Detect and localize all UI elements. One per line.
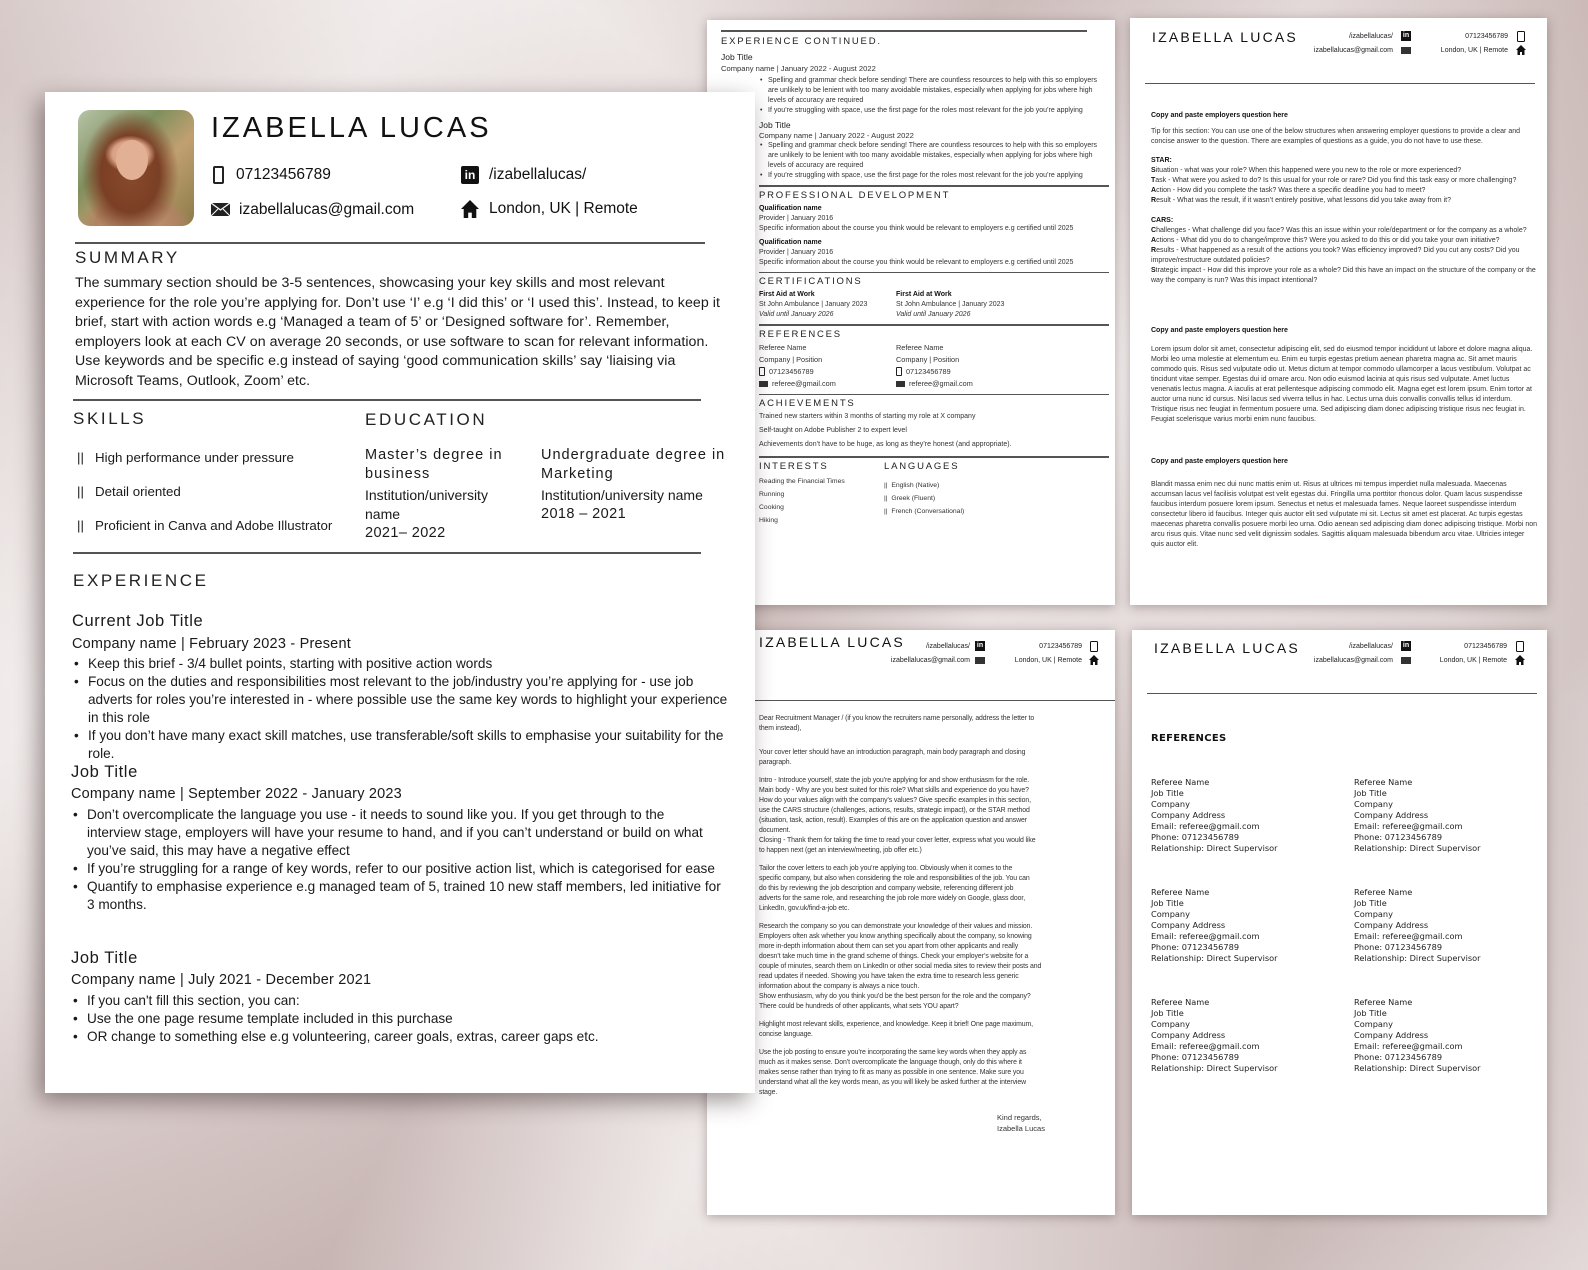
referee-line: Phone: 07123456789 — [1151, 942, 1240, 952]
language-item: Greek (Fluent) — [891, 494, 936, 502]
question-heading: Copy and paste employers question here — [1151, 112, 1288, 119]
cover-line: adverts for the same role, and researching the job role more widely on Google, glass door, — [759, 895, 1026, 902]
references-page — [1132, 630, 1547, 1215]
referee-line: Referee Name — [1151, 887, 1210, 897]
referee-line: Email: referee@gmail.com — [1354, 1041, 1463, 1051]
star-item — [1151, 176, 1537, 186]
home-icon — [461, 200, 479, 218]
answer-text: Blandit massa enim nec dui nunc mattis enim ut. Risus at ultrices mi tempus imperdiet nulla malesuada. Maecenas accumsan lacus vel facilisis volutpat est velit egestas dui. Fringilla urna porttitor rhoncus dolor. Quam lacus suspendisse faucibus interdum posuere lorem ipsum. Senectus et netus et malesuada fames. Neque laoreet suspendisse interdum consectetur libero id faucibus. Integer quis auctor elit sed vulputate mi sit. Lectus sit amet est placerat. Ac turpis egestas maecenas pharetra convallis posuere morbi leo urna. Odio aenean sed adipiscing diam donec adipiscing tristique. Morbi non arcu risus quis. Vitae nunc sed velit dignissim sodales. Sagittis aliquam malesuada bibendum arcu vitae. Ultricies integer quis auctor elit. — [1151, 481, 1538, 548]
cover-line: Show enthusiasm, why do you think you’d be the best person for the role and the company? — [759, 993, 1031, 1000]
referee-line: Company — [1151, 799, 1190, 809]
envelope-icon — [759, 381, 768, 387]
cover-line: them instead), — [759, 725, 802, 732]
header-name: IZABELLA LUCAS — [1154, 640, 1300, 656]
profile-photo — [78, 110, 194, 226]
cars-item — [1151, 266, 1537, 286]
referee-line: Relationship: Direct Supervisor — [1151, 953, 1278, 963]
bullet: • Spelling and grammar check before sending! There are countless resources to help with this so employers are unlikely to be lenient with too many avoidable mistakes, especially when applying for jobs where high levels of accuracy are required — [759, 141, 1109, 171]
cover-line: Tailor the cover letters to each job you’re applying too. Obviously when it comes to the — [759, 865, 1013, 872]
star-letter: S — [1151, 167, 1156, 174]
interest-item: Running — [759, 490, 785, 498]
cover-paragraph — [759, 714, 1111, 734]
divider — [75, 242, 705, 244]
referee-line: Company — [1151, 1019, 1190, 1029]
job-company: Company name | January 2022 - August 2022 — [721, 64, 876, 73]
skill-marker: || — [77, 484, 84, 499]
divider — [759, 272, 1109, 274]
job-bullets — [759, 141, 1109, 181]
home-icon — [1515, 655, 1525, 665]
cover-paragraph — [759, 922, 1111, 1012]
education-institution: Institution/university name — [541, 487, 703, 503]
referee-line: Email: referee@gmail.com — [1354, 931, 1463, 941]
cover-line: couple of minutes, search them on LinkedIn or other social media sites to review their posts and — [759, 963, 1042, 970]
phone-icon — [1090, 641, 1098, 652]
tip-text: Tip for this section: You can use one of the below structures when answering employer questions to provide a clear and concise answer to the question. There are examples of questions as a guide, you do not have to use these. — [1151, 128, 1521, 145]
section-heading-summary: SUMMARY — [75, 248, 180, 267]
cars-letter: R — [1151, 247, 1157, 254]
phone-icon — [896, 367, 902, 376]
referee-line: Company — [1354, 909, 1393, 919]
referee-name: Referee Name — [759, 342, 807, 352]
linkedin-icon: in — [1402, 32, 1410, 39]
summary-text: The summary section should be 3-5 sentences, showcasing your key skills and most relevant experience for the role you’re applying for. Don’t use ‘I’ e.g ‘I did this’ or ‘I used this’. Instead, to keep it brief, start with action words e.g ‘Managed a team of 5’ or ‘Designed software for’. Remember, employers look at each CV on average 20 seconds, or use software to scan for relevant information. Use keywords and be specific e.g instead of saying ‘good communication skills’ say ‘liaising via Microsoft Teams, Outlook, Zoom’ etc. — [75, 275, 720, 389]
cover-line: Closing - Thank them for taking the time to read your cover letter, express what you would like — [759, 837, 1036, 844]
education-institution: Institution/university name — [365, 487, 488, 522]
referee-line: Job Title — [1354, 898, 1387, 908]
referee-line: Company Address — [1354, 810, 1429, 820]
linkedin-icon: in — [1402, 642, 1410, 649]
job-bullets — [71, 806, 721, 914]
phone-icon — [1517, 31, 1525, 42]
bullet: • OR change to something else e.g volunteering, career goals, extras, career gaps etc. — [71, 1028, 721, 1046]
skill-item — [77, 475, 332, 509]
divider — [1147, 693, 1537, 694]
cover-line: do this by reviewing the job description and company website, referencing different job — [759, 885, 1014, 892]
education-years: 2021– 2022 — [365, 525, 446, 541]
referee-line: Company Address — [1151, 920, 1226, 930]
divider — [759, 185, 1109, 187]
job-entry — [71, 949, 721, 1046]
application-questions-page — [1130, 18, 1547, 605]
cover-line: Main body - Why are you best suited for this role? What skills and experience do you have? — [759, 787, 1029, 794]
referee-line: Phone: 07123456789 — [1354, 942, 1443, 952]
referee-line: Relationship: Direct Supervisor — [1354, 1063, 1481, 1073]
home-icon — [1516, 45, 1526, 55]
cover-line: understand what all the key words mean, as you will likely be asked further at the interview — [759, 1079, 1026, 1086]
cover-paragraph — [759, 776, 1111, 856]
skill-marker: || — [77, 450, 84, 465]
section-heading-achievements: ACHIEVEMENTS — [759, 398, 856, 409]
contact-phone: 07123456789 — [236, 166, 331, 184]
cover-line: Dear Recruitment Manager / (if you know the recruiters name personally, address the letter to — [759, 715, 1035, 722]
resume-name: IZABELLA LUCAS — [211, 112, 492, 144]
cover-line: Highlight most relevant skills, experience, and knowledge. Keep it brief! One page maximum, — [759, 1021, 1033, 1028]
resume-page-2 — [707, 20, 1115, 605]
job-title: Job Title — [71, 949, 138, 967]
job-title: Job Title — [71, 763, 138, 781]
language-marker: || — [884, 481, 888, 489]
referee-line: Company Address — [1354, 920, 1429, 930]
divider — [721, 30, 1087, 32]
bullet: • Use the one page resume template included in this purchase — [71, 1010, 721, 1028]
qualification-provider: Provider | January 2016 — [759, 214, 834, 222]
divider — [759, 324, 1109, 326]
qualification-name: Qualification name — [759, 238, 822, 246]
star-text: ask - What were you asked to do? Is this usual for your role or rare? Did you find this task easy or more challenging? — [1155, 177, 1517, 184]
referee-line: Referee Name — [1354, 777, 1413, 787]
cars-letter: S — [1151, 267, 1156, 274]
job-company: Company name | January 2022 - August 2022 — [759, 131, 914, 140]
job-bullets — [759, 76, 1109, 116]
bullet: • If you’re struggling with space, use the first page for the roles most relevant for the job you’re applying — [759, 106, 1109, 116]
cert-provider: St John Ambulance | January 2023 — [759, 301, 868, 308]
referee-line: Phone: 07123456789 — [1354, 1052, 1443, 1062]
bullet: • Keep this brief - 3/4 bullet points, starting with positive action words — [72, 655, 737, 673]
language-marker: || — [884, 494, 888, 502]
referee-line: Job Title — [1354, 788, 1387, 798]
education-degree: Undergraduate degree in Marketing — [541, 447, 726, 482]
header-email: izabellalucas@gmail.com — [890, 657, 970, 664]
star-letter: T — [1151, 177, 1156, 184]
header-location: London, UK | Remote — [1439, 657, 1507, 664]
cars-letter: C — [1151, 227, 1157, 234]
cover-line: Intro - Introduce yourself, state the job you’re applying for and show enthusiasm for the role. — [759, 777, 1030, 784]
divider — [759, 456, 1109, 458]
cover-paragraph — [759, 864, 1111, 914]
section-heading-certifications: CERTIFICATIONS — [759, 276, 863, 287]
cover-line: LinkedIn, gov.uk/find-a-job etc. — [759, 905, 850, 912]
job-title: Job Title — [759, 120, 791, 130]
cover-line: use the CARS structure (challenges, actions, results, strategic impact), or the STAR method — [759, 807, 1030, 814]
cover-signature: Izabella Lucas — [997, 1124, 1045, 1133]
linkedin-icon: in — [976, 642, 984, 649]
phone-icon — [1516, 641, 1524, 652]
skill-item — [77, 509, 332, 543]
envelope-icon — [211, 203, 230, 216]
referee-line: Company — [1151, 909, 1190, 919]
cars-item — [1151, 246, 1537, 266]
cars-text: trategic impact - How did this improve your role as a whole? Did this have an impact on the structure of the company or the way the company is run? Was this impact intentional? — [1151, 267, 1536, 284]
referee-line: Phone: 07123456789 — [1151, 1052, 1240, 1062]
job-company: Company name | September 2022 - January 2023 — [71, 786, 402, 802]
referee-line: Job Title — [1151, 898, 1184, 908]
divider — [1145, 83, 1535, 84]
cover-line: Research the company so you can demonstrate your knowledge of their values and mission. — [759, 923, 1033, 930]
section-heading-skills: SKILLS — [73, 409, 147, 428]
header-name: IZABELLA LUCAS — [1152, 29, 1298, 45]
section-heading-experience-continued: EXPERIENCE CONTINUED. — [721, 36, 882, 47]
bullet: • Don’t overcomplicate the language you use - it needs to sound like you. If you get through to the interview stage, employers will have your resume to hand, and if you can’t understand or build on what you’ve said, this may have a negative effect — [71, 806, 721, 860]
referee-block — [1354, 887, 1481, 964]
section-heading-interests: INTERESTS — [759, 460, 829, 472]
referee-phone: 07123456789 — [906, 366, 951, 376]
star-item — [1151, 196, 1537, 206]
cert-name: First Aid at Work — [896, 291, 952, 298]
referee-block — [1151, 777, 1278, 854]
referee-line: Relationship: Direct Supervisor — [1151, 1063, 1278, 1073]
header-location: London, UK | Remote — [1014, 657, 1082, 664]
bullet: • If you can't fill this section, you can: — [71, 992, 721, 1010]
cover-line: Your cover letter should have an introduction paragraph, main body paragraph and closing — [759, 749, 1026, 756]
cert-valid: Valid until January 2026 — [759, 311, 834, 318]
cover-line: paragraph. — [759, 759, 792, 766]
divider — [73, 399, 701, 401]
cover-line: How do your values align with the company’s values? Give specific examples in this section, — [759, 797, 1031, 804]
header-linkedin: /izabellalucas/ — [1349, 643, 1393, 650]
header-location: London, UK | Remote — [1440, 47, 1508, 54]
cover-line: document. — [759, 827, 791, 834]
cover-paragraph — [759, 1020, 1111, 1040]
qualification-provider: Provider | January 2016 — [759, 248, 834, 256]
cars-heading: CARS: — [1151, 217, 1174, 224]
referee-name: Referee Name — [896, 342, 944, 352]
star-text: ction - How did you complete the task? Was there a specific deadline you had to meet? — [1156, 187, 1426, 194]
cover-line: (situation, task, action, result). Examples of this are on the application question and answer — [759, 817, 1027, 824]
linkedin-icon: in — [461, 166, 479, 184]
section-heading-experience: EXPERIENCE — [73, 571, 209, 590]
cover-line: much as it makes sense. Don’t overcomplicate the language though, only do this where it — [759, 1059, 1022, 1066]
referee-block — [1354, 777, 1481, 854]
header-linkedin: /izabellalucas/ — [926, 643, 970, 650]
header-phone: 07123456789 — [1465, 33, 1508, 40]
referee-line: Relationship: Direct Supervisor — [1354, 953, 1481, 963]
referee-line: Relationship: Direct Supervisor — [1151, 843, 1278, 853]
cover-paragraph — [759, 1048, 1111, 1098]
cars-item — [1151, 236, 1537, 246]
referee-line: Job Title — [1354, 1008, 1387, 1018]
cover-line: to happen next (get an interview/meeting, job offer etc.) — [759, 847, 922, 854]
home-icon — [1089, 655, 1099, 665]
job-title: Current Job Title — [72, 612, 204, 630]
referee-line: Company Address — [1151, 1030, 1226, 1040]
cert-valid: Valid until January 2026 — [896, 311, 971, 318]
cover-signoff: Kind regards, — [997, 1113, 1042, 1122]
referee-line: Referee Name — [1354, 997, 1413, 1007]
referee-line: Email: referee@gmail.com — [1151, 931, 1260, 941]
header-name: IZABELLA LUCAS — [759, 634, 905, 650]
language-item: French (Conversational) — [891, 507, 965, 515]
cars-text: hallenges - What challenge did you face? Was this an issue within your role/department or for the company as a whole? — [1156, 227, 1527, 234]
bullet: • Focus on the duties and responsibilities most relevant to the job/industry you’re applying for - use job adverts for roles you’re interested in - where possible use the same key words to highlight your experience in this role — [72, 673, 737, 727]
referee-role: Company | Position — [759, 354, 823, 364]
job-company: Company name | July 2021 - December 2021 — [71, 972, 372, 988]
referee-line: Phone: 07123456789 — [1151, 832, 1240, 842]
bullet: • Spelling and grammar check before sending! There are countless resources to help with this so employers are unlikely to be lenient with too many avoidable mistakes, especially when applying for jobs where high levels of accuracy are required — [759, 76, 1109, 106]
job-bullets — [72, 655, 737, 763]
referee-line: Job Title — [1151, 1008, 1184, 1018]
job-title: Job Title — [721, 52, 753, 62]
bullet: • If you don’t have many exact skill matches, use transferable/soft skills to emphasise your suitability for the role. — [72, 727, 737, 763]
skill-marker: || — [77, 518, 84, 533]
job-company: Company name | February 2023 - Present — [72, 636, 351, 652]
referee-line: Referee Name — [1151, 777, 1210, 787]
qualification-name: Qualification name — [759, 204, 822, 212]
referee-block — [1354, 997, 1481, 1074]
cover-line: concise language. — [759, 1031, 813, 1038]
bullet: • Quantify to emphasise experience e.g managed team of 5, trained 10 new staff members, led initiative for 3 months. — [71, 878, 721, 914]
star-heading: STAR: — [1151, 157, 1172, 164]
referee-line: Referee Name — [1354, 887, 1413, 897]
face-shape — [116, 140, 148, 180]
interest-item: Cooking — [759, 503, 784, 511]
cover-line: specific company, but also when considering the role and responsibilities of the job. You can — [759, 875, 1030, 882]
question-heading: Copy and paste employers question here — [1151, 458, 1288, 465]
referee-line: Relationship: Direct Supervisor — [1354, 843, 1481, 853]
contact-linkedin[interactable]: /izabellalucas/ — [489, 166, 587, 184]
contact-location: London, UK | Remote — [489, 200, 638, 218]
cert-name: First Aid at Work — [759, 291, 815, 298]
divider — [707, 700, 1115, 701]
cover-line: makes sense rather than trying to fit as many as possible in one sentence. Make sure you — [759, 1069, 1024, 1076]
answer-text: Lorem ipsum dolor sit amet, consectetur adipiscing elit, sed do eiusmod tempor incididunt ut labore et dolore magna aliqua. Morbi leo urna molestie at elementum eu. Enim eu turpis egestas pretium aenean pharetra magna ac. Sit amet mauris commodo quis. Risus sed vulputate odio ut. Metus dictum at tempor commodo ullamcorper a lacus vestibulum. Volutpat ac tincidunt vitae semper. Egestas dui id ornare arcu. Non odio euismod lacinia at quis risus sed vulputate. Amet luctus venenatis lectus magna. A iaculis at erat pellentesque adipiscing commodo elit. Magna eget est lorem ipsum. Enim tortor at auctor urna nunc id cursus. Nisi lacus sed viverra tellus in hac. Lectus urna duis convallis convallis tellus id interdum. Tristique risus nec feugiat in fermentum posuere urna. Sed adipiscing diam donec adipiscing tristique risus nec feugiat in. Feugiat scelerisque varius morbi enim nunc faucibus. — [1151, 346, 1533, 423]
section-heading-education: EDUCATION — [365, 410, 488, 429]
language-item: English (Native) — [891, 481, 940, 489]
referee-block — [1151, 997, 1278, 1074]
referee-line: Job Title — [1151, 788, 1184, 798]
cover-line: Use the job posting to ensure you’re incorporating the same key words when they apply as — [759, 1049, 1027, 1056]
cert-provider: St John Ambulance | January 2023 — [896, 301, 1005, 308]
referee-email: referee@gmail.com — [772, 378, 836, 388]
referee-phone: 07123456789 — [769, 366, 814, 376]
resume-page-1 — [45, 92, 755, 1093]
star-item — [1151, 166, 1537, 176]
star-text: ituation - what was your role? When this happened were you new to the role or more experienced? — [1155, 167, 1462, 174]
header-email: izabellalucas@gmail.com — [1313, 47, 1393, 54]
bullet: • If you’re struggling for a range of key words, refer to our positive action list, which is categorised for ease — [71, 860, 721, 878]
cover-line: There could be hundreds of other applicants, what sets YOU apart? — [759, 1003, 959, 1010]
referee-line: Referee Name — [1151, 997, 1210, 1007]
section-heading-references: REFERENCES — [759, 328, 842, 340]
referee-email: referee@gmail.com — [909, 378, 973, 388]
header-phone: 07123456789 — [1039, 643, 1082, 650]
cover-line: doesn’t take much time in the grand scheme of things. Check your employer’s website for a — [759, 953, 1029, 960]
star-item — [1151, 186, 1537, 196]
cover-letter-page — [707, 630, 1115, 1215]
education-years: 2018 – 2021 — [541, 506, 627, 522]
bullet: • If you’re struggling with space, use the first page for the roles most relevant for the job you’re applying — [759, 171, 1109, 181]
skill-text: Proficient in Canva and Adobe Illustrator — [95, 518, 333, 533]
referee-line: Email: referee@gmail.com — [1151, 821, 1260, 831]
achievement-item: Trained new starters within 3 months of starting my role at X company — [759, 413, 976, 420]
interest-item: Hiking — [759, 516, 778, 524]
qualification-info: Specific information about the course you think would be relevant to employers e.g certified until 2025 — [759, 258, 1074, 266]
referee-block — [1151, 887, 1278, 964]
referee-line: Company — [1354, 1019, 1393, 1029]
referee-line: Email: referee@gmail.com — [1151, 1041, 1260, 1051]
phone-icon — [213, 166, 224, 184]
skill-item — [77, 441, 332, 475]
divider — [759, 394, 1109, 396]
question-heading: Copy and paste employers question here — [1151, 327, 1288, 334]
header-linkedin: /izabellalucas/ — [1349, 33, 1393, 40]
divider — [73, 552, 701, 554]
referee-line: Phone: 07123456789 — [1354, 832, 1443, 842]
cars-item — [1151, 226, 1537, 236]
cover-letter-column — [759, 714, 1111, 1134]
job-entry — [71, 763, 721, 914]
qualification-info: Specific information about the course you think would be relevant to employers e.g certified until 2025 — [759, 224, 1074, 232]
page2-content-column — [759, 76, 1109, 527]
cover-line: information about the company is always a nice touch. — [759, 983, 920, 990]
star-letter: R — [1151, 197, 1157, 204]
interest-item: Reading the Financial Times — [759, 477, 845, 485]
education-degree: Master’s degree in business — [365, 447, 503, 482]
job-entry — [72, 612, 737, 763]
cover-line: stage. — [759, 1089, 778, 1096]
cars-text: esults - What happened as a result of the actions you took? Was efficiency improved? Did you cut any costs? Did you improve/restructure outdated policies? — [1151, 247, 1520, 264]
references-heading: REFERENCES — [1151, 733, 1227, 744]
skill-text: Detail oriented — [95, 484, 181, 499]
cover-line: read updates if needed. Showing you have taken the extra time to research less generic — [759, 973, 1019, 980]
achievement-item: Self-taught on Adobe Publisher 2 to expert level — [759, 427, 907, 434]
referee-line: Company Address — [1151, 810, 1226, 820]
star-text: esult - What was the result, if it wasn’t entirely positive, what lessons did you take away from it? — [1156, 197, 1451, 204]
cover-line: Employers often ask whether you know anything specifically about the company, so knowing — [759, 933, 1032, 940]
contact-email[interactable]: izabellalucas@gmail.com — [239, 201, 415, 218]
referee-line: Company — [1354, 799, 1393, 809]
referee-line: Email: referee@gmail.com — [1354, 821, 1463, 831]
star-letter: A — [1151, 187, 1157, 194]
job-bullets — [71, 992, 721, 1046]
section-heading-languages: LANGUAGES — [884, 460, 960, 472]
cover-letter-body — [759, 714, 1111, 1098]
section-heading-professional-development: PROFESSIONAL DEVELOPMENT — [759, 189, 951, 201]
header-phone: 07123456789 — [1464, 643, 1507, 650]
cars-letter: A — [1151, 237, 1157, 244]
achievement-item: Achievements don’t have to be huge, as long as they’re honest (and appropriate). — [759, 441, 1012, 448]
skill-text: High performance under pressure — [95, 450, 294, 465]
header-email: izabellalucas@gmail.com — [1313, 657, 1393, 664]
cover-line: more in-depth information about them can set you apart from other applicants and really — [759, 943, 1019, 950]
referee-line: Company Address — [1354, 1030, 1429, 1040]
referee-role: Company | Position — [896, 354, 960, 364]
cars-text: ctions - What did you do to change/improve this? Were you asked to do this or did you take your own initiative? — [1156, 237, 1500, 244]
envelope-icon — [896, 381, 905, 387]
cover-paragraph — [759, 748, 1111, 768]
language-marker: || — [884, 507, 888, 515]
phone-icon — [759, 367, 765, 376]
